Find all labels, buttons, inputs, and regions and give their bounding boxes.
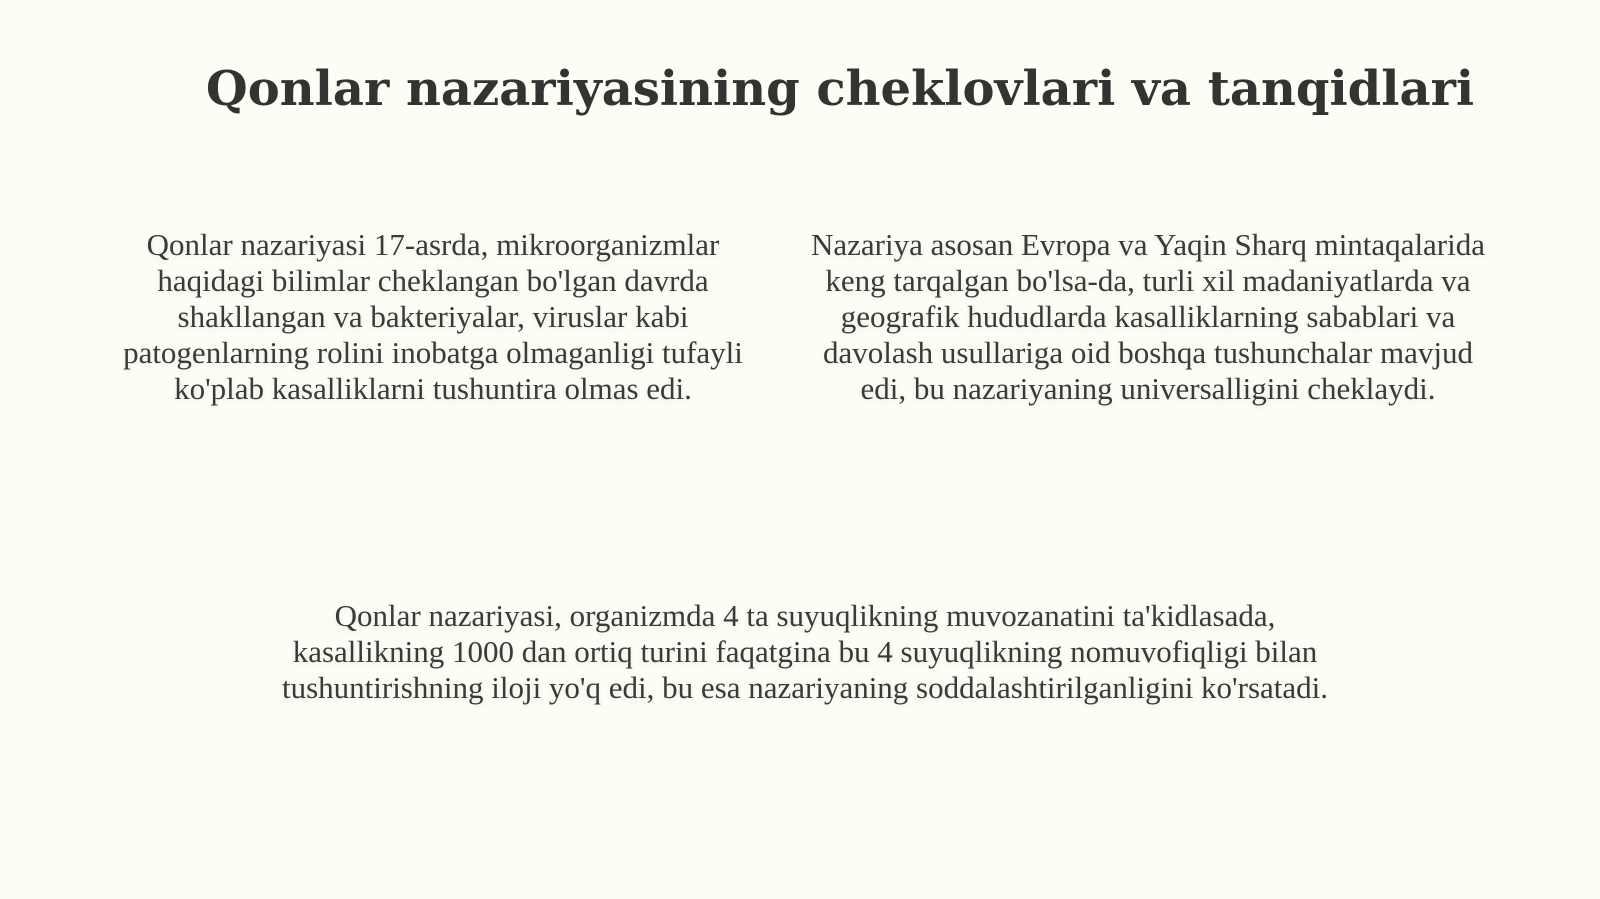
paragraph-left: Qonlar nazariyasi 17-asrda, mikroorganizmlar haqidagi bilimlar cheklangan bo'lgan davrda shakllangan va bakteriyalar, viruslar kabi patogenlarning rolini inobatga olmaganligi tufayli ko'plab kasalliklarni tushuntira olmas edi. — [123, 227, 743, 406]
paragraph-bottom: Qonlar nazariyasi, organizmda 4 ta suyuqlikning muvozanatini ta'kidlasada, kasallikning 1000 dan ortiq turini faqatgina bu 4 suyuqlikning nomuvofiqligi bilan tushuntirishning iloji yo'q edi, bu esa nazariyaning soddalashtirilganligini ko'rsatadi. — [281, 598, 1329, 705]
slide-title: Qonlar nazariyasining cheklovlari va tanqidlari — [205, 61, 1475, 117]
paragraph-right: Nazariya asosan Evropa va Yaqin Sharq mintaqalarida keng tarqalgan bo'lsa-da, turli xil madaniyatlarda va geografik hududlarda kasalliklarning sabablari va davolash usullariga oid boshqa tushunchalar mavjud edi, bu nazariyaning universalligini cheklaydi. — [810, 227, 1486, 406]
